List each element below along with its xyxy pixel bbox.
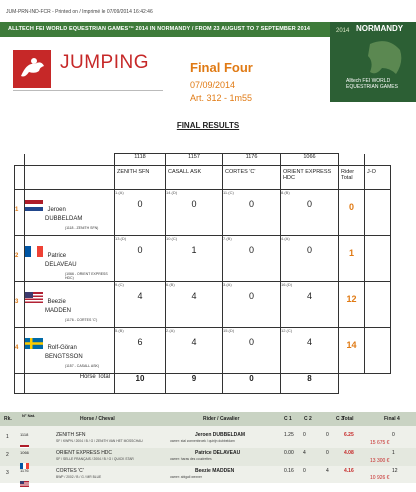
cell-order: 3.(A): [223, 282, 232, 287]
summary-number: 1118: [20, 432, 29, 437]
rank: 4: [15, 345, 19, 351]
rider-last: BENGTSSON: [45, 354, 83, 360]
cell-order: 15.(D): [223, 328, 235, 333]
rank: 2: [15, 253, 19, 259]
cell-order: 9.(C): [115, 282, 124, 287]
cell-order: 11.(C): [223, 190, 234, 195]
summary-total: 4.08: [344, 450, 354, 456]
rider-first: Rolf-Göran: [47, 345, 77, 351]
cell-faults: 6: [137, 337, 143, 347]
summary-rider-detail: owner: abigail wexner: [170, 475, 202, 479]
summary-c2: 0: [303, 432, 306, 438]
cell-faults: 0: [191, 199, 197, 209]
flag-usa-icon: [25, 290, 43, 301]
summary-horse: CORTES 'C': [56, 468, 84, 474]
cell-faults: 0: [306, 199, 312, 209]
summary-c2: 4: [303, 450, 306, 456]
summary-prize: 10 926 €: [370, 475, 390, 481]
summary-final4: 1: [392, 450, 395, 456]
col-final4: Final 4: [384, 416, 400, 422]
cell-order: 7.(B): [223, 236, 232, 241]
rider-last: MADDEN: [45, 308, 72, 314]
table-row: [15, 328, 391, 374]
cell-faults: 0: [248, 245, 254, 255]
flag-ned-icon: [25, 198, 43, 209]
table-row: [15, 282, 391, 328]
horse-header: ORIENT EXPRESS HDC: [281, 166, 339, 190]
discipline-title: JUMPING: [60, 52, 149, 73]
cell-faults: 0: [306, 245, 312, 255]
summary-number: 1176: [20, 468, 29, 473]
cell-faults: 0: [248, 199, 254, 209]
weg-year: 2014: [336, 28, 350, 34]
summary-c2: 0: [303, 468, 306, 474]
event-name: Final Four: [190, 60, 253, 75]
horse-total: 10: [115, 374, 166, 394]
horse-header: CORTES 'C': [223, 166, 281, 190]
rider-horse: (1176 - CORTES 'C'): [65, 318, 98, 322]
flag-fra-icon: [20, 456, 29, 462]
rider-last: DUBBELDAM: [45, 216, 83, 222]
summary-total: 4.16: [344, 468, 354, 474]
rider-first: Jeroen: [47, 207, 66, 213]
summary-final4: 0: [392, 432, 395, 438]
cell-order: 16.(D): [281, 282, 293, 287]
cell-faults: 4: [191, 291, 197, 301]
rider-first: Patrice: [47, 253, 67, 259]
event-article: Art. 312 - 1m55: [190, 93, 253, 103]
print-info: JUM-PRN-IND-FCR - Printed on / Imprimé le 07/09/2014 16:42:46: [6, 9, 153, 15]
col-nat: N° Nat.: [22, 413, 36, 418]
event-banner-text: ALLTECH FEI WORLD EQUESTRIAN GAMES™ 2014 IN NORMANDY / FROM 23 AUGUST TO 7 SEPTEMBER 2014: [8, 26, 311, 32]
flag-swe-icon: [25, 336, 43, 347]
weg-brand: Alltech FEI WORLD EQUESTRIAN GAMES: [346, 78, 398, 90]
rider-total: 1: [348, 248, 354, 258]
flag-ned-icon: [20, 438, 29, 444]
flag-usa-icon: [20, 474, 29, 480]
cell-order: 6.(B): [166, 282, 175, 287]
cell-faults: 0: [248, 291, 254, 301]
horse-head-icon: [330, 22, 416, 102]
weg-region: NORMANDY: [356, 24, 404, 33]
summary-c3: 0: [326, 450, 329, 456]
summary-rank: 2: [6, 452, 9, 458]
cell-faults: 0: [137, 199, 143, 209]
rider-horse: (1118 - ZENITH SFN): [65, 226, 99, 230]
rank: 1: [15, 207, 19, 213]
cell-order: 1.(A): [115, 190, 124, 195]
summary-rank: 3: [6, 470, 9, 476]
horse-number: 1176: [223, 154, 281, 166]
divider: [13, 90, 163, 91]
cell-order: 4.(A): [281, 236, 290, 241]
summary-rider-detail: owner: stal zonnenbroek / quirijn dubbeldam: [170, 439, 235, 443]
summary-c3: 0: [326, 432, 329, 438]
horse-total: 9: [166, 374, 223, 394]
flag-fra-icon: [25, 244, 43, 255]
summary-number: 1066: [20, 450, 29, 455]
summary-horse: ORIENT EXPRESS HDC: [56, 450, 113, 456]
horse-total-label: Horse Total: [25, 374, 115, 394]
summary-prize: 15 675 €: [370, 440, 390, 446]
summary-c1: 1.25: [284, 432, 294, 438]
summary-horse: ZENITH SFN: [56, 432, 86, 438]
summary-c3: 4: [326, 468, 329, 474]
summary-rider: Beezie MADDEN: [195, 468, 235, 474]
summary-prize: 13 300 €: [370, 458, 390, 464]
horse-header: CASALL ASK: [166, 166, 223, 190]
col-total: Total: [342, 416, 354, 422]
summary-rank: 1: [6, 434, 9, 440]
horse-number: 1066: [281, 154, 339, 166]
summary-horse-detail: BWP / 2002 / B / G / MR BLUE: [56, 475, 102, 479]
cell-order: 12.(C): [281, 328, 293, 333]
rider-total-header: Rider Total: [339, 166, 365, 190]
horse-total: 8: [281, 374, 339, 394]
col-c2: C 2: [304, 416, 312, 422]
col-c3: C 3: [336, 416, 344, 422]
rider-total: 14: [346, 340, 357, 350]
horse-jump-icon: [13, 50, 51, 88]
cell-faults: 4: [306, 291, 312, 301]
summary-final4: 12: [392, 468, 398, 474]
cell-order: 13.(D): [115, 236, 127, 241]
summary-horse-detail: SF / SELLE FRANÇAIS / 2004 / B / G / QUICK STAR: [56, 457, 134, 461]
summary-horse-detail: SF / KWPN / 2004 / B / G / ZENITH VAN HET MOSSCHAU: [56, 439, 143, 443]
cell-order: 10.(C): [166, 236, 178, 241]
results-table: [14, 153, 391, 394]
jumping-logo: [13, 50, 51, 88]
cell-order: 14.(D): [166, 190, 178, 195]
page-title: FINAL RESULTS: [176, 121, 240, 130]
cell-faults: 1: [191, 245, 197, 255]
table-row: [15, 190, 391, 236]
summary-c1: 0.16: [284, 468, 294, 474]
horse-total: 0: [223, 374, 281, 394]
col-horse: Horse / Cheval: [80, 416, 115, 422]
cell-faults: 4: [191, 337, 197, 347]
rider-horse: (1066 - ORIENT EXPRESS HDC): [65, 272, 108, 280]
table-row: [15, 236, 391, 282]
summary-rider: Jeroen DUBBELDAM: [195, 432, 246, 438]
horse-total-row: [15, 374, 391, 394]
cell-faults: 4: [306, 337, 312, 347]
summary-c1: 0.00: [284, 450, 294, 456]
cell-faults: 0: [248, 337, 254, 347]
summary-rider: Patrice DELAVEAU: [195, 450, 241, 456]
rider-horse: (1157 - CASALL ASK): [65, 364, 100, 368]
rider-last: DELAVEAU: [45, 262, 77, 268]
cell-order: 5.(B): [115, 328, 124, 333]
col-rank: Rk.: [4, 416, 12, 422]
horse-header: ZENITH SFN: [115, 166, 166, 190]
col-c1: C 1: [284, 416, 292, 422]
horse-number: 1118: [115, 154, 166, 166]
cell-faults: 0: [137, 245, 143, 255]
cell-order: 8.(B): [281, 190, 290, 195]
event-date: 07/09/2014: [190, 80, 236, 90]
rider-first: Beezie: [47, 299, 66, 305]
rider-total: 12: [346, 294, 357, 304]
rank: 3: [15, 299, 19, 305]
horse-number: 1157: [166, 154, 223, 166]
cell-order: 2.(A): [166, 328, 175, 333]
col-rider: Rider / Cavalier: [203, 416, 240, 422]
summary-rider-detail: owner: haras des coudrettes: [170, 457, 212, 461]
cell-faults: 4: [137, 291, 143, 301]
summary-total: 6.25: [344, 432, 354, 438]
jo-header: J-O: [365, 166, 391, 190]
weg-logo: [330, 22, 416, 102]
rider-total: 0: [348, 202, 354, 212]
